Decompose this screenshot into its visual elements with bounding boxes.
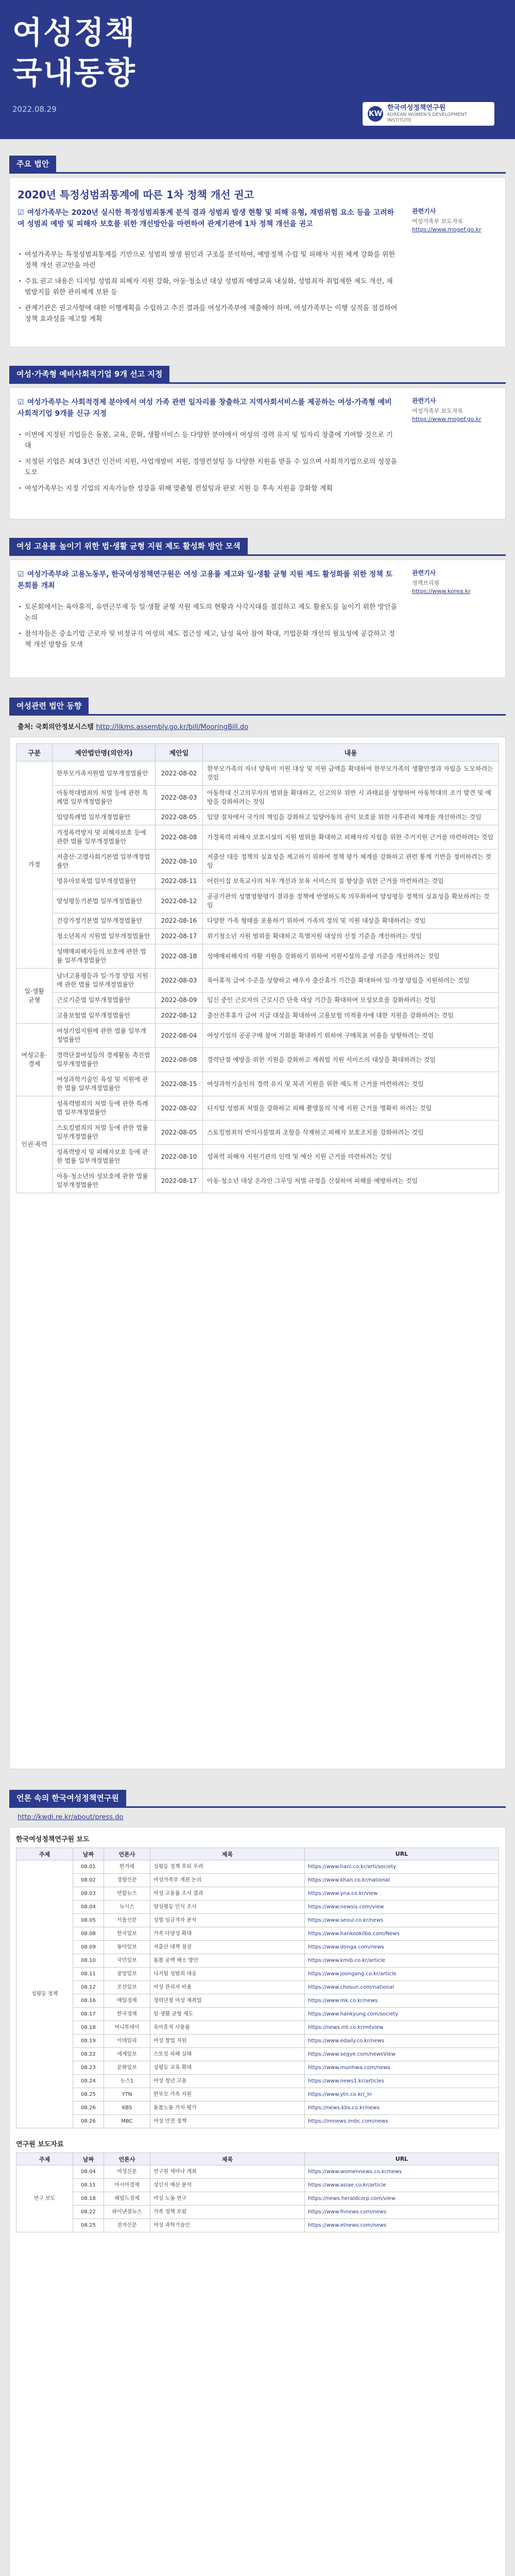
org-logo-mark: KW: [368, 106, 383, 122]
bill-content: 아동학대 신고의무자의 범위를 확대하고, 신고의무 위반 시 과태료를 상향하여 아동학대의 조기 발견 및 예방을 강화하려는 것임: [203, 786, 499, 810]
issue-title: 2020년 특정성범죄통계에 따른 1차 정책 개선 권고: [18, 189, 254, 201]
bill-name[interactable]: 성폭력범죄의 처벌 등에 관한 특례법 일부개정법률안: [53, 1096, 156, 1121]
research-row: [16, 1927, 499, 1941]
research-title: 여성 노동 연구: [150, 2192, 305, 2206]
bill-content: 다양한 가족 형태를 포용하기 위하여 가족의 정의 및 지원 대상을 확대하려는 것임: [203, 913, 499, 929]
research-row: [16, 2219, 499, 2232]
research-date: 08.18: [73, 2021, 104, 2035]
news2-bullet: · 여성가족부는 지정 기업의 지속가능한 성장을 위해 맞춤형 컨설팅과 판로 지원 등 후속 지원을 강화할 계획: [18, 483, 399, 494]
bill-content: 여성과학기술인의 경력 유지 및 복귀 지원을 위한 제도적 근거를 마련하려는 것임: [203, 1072, 499, 1096]
newsletter-header: [0, 0, 515, 139]
research-table-label: 한국여성정책연구원 보도: [16, 1836, 90, 1843]
bill-content: 임신 중인 근로자의 근로시간 단축 대상 기간을 확대하여 모성보호를 강화하려는 것임: [203, 993, 499, 1008]
research2-col-press: 언론사: [104, 2153, 150, 2165]
research-url[interactable]: https://www.hankyung.com/society: [305, 2008, 499, 2021]
bill-row: [16, 810, 499, 825]
research-title: 스토킹 피해 실태: [150, 2048, 305, 2061]
research-url[interactable]: https://www.donga.com/news: [305, 1941, 499, 1954]
issue-bullets: [18, 249, 399, 330]
bill-date: 2022-08-17: [156, 929, 203, 944]
research-title: 디지털 성범죄 대응: [150, 1968, 305, 1981]
bill-date: 2022-08-08: [156, 825, 203, 850]
research-date: 08.11: [73, 1968, 104, 1981]
issue-bullet: · 관계기관은 권고사항에 대한 이행계획을 수립하고 추진 결과를 여성가족부에 제출해야 하며, 여성가족부는 이행 실적을 점검하여 정책 효과성을 제고할 계획: [18, 303, 399, 325]
research-url[interactable]: https://www.edaily.co.kr/news: [305, 2035, 499, 2048]
issue-source: [412, 207, 501, 234]
news3-bullet: · 토론회에서는 육아휴직, 유연근무제 등 일·생활 균형 지원 제도의 현황과 사각지대를 점검하고 제도 활용도를 높이기 위한 방안을 논의: [18, 602, 399, 623]
news3-source-heading: 관련기사: [412, 569, 436, 577]
research-url[interactable]: https://www.asiae.co.kr/article: [305, 2179, 499, 2192]
bill-content: 공공기관의 성별영향평가 결과를 정책에 반영하도록 의무화하여 양성평등 정책의 실효성을 확보하려는 것임: [203, 889, 499, 913]
bill-row: [16, 874, 499, 889]
research-title: 가족 정책 포럼: [150, 2206, 305, 2219]
research-url[interactable]: https://www.womennews.co.kr/news: [305, 2165, 499, 2179]
research-date: 08.10: [73, 1954, 104, 1968]
research-url[interactable]: https://www.munhwa.com/news: [305, 2061, 499, 2075]
research-url[interactable]: https://imnews.imbc.com/news: [305, 2115, 499, 2128]
research-press: 세계일보: [104, 2048, 150, 2061]
research-topic: 연구 보도: [16, 2165, 73, 2232]
research-title: 연구원 세미나 개최: [150, 2165, 305, 2179]
research-title: 돌봄 공백 해소 방안: [150, 1954, 305, 1968]
bill-name[interactable]: 가정폭력방지 및 피해자보호 등에 관한 법률 일부개정법률안: [53, 825, 156, 850]
bill-date: 2022-08-18: [156, 944, 203, 969]
research-title: 여성 관리자 비율: [150, 1981, 305, 1994]
research-press: MBC: [104, 2115, 150, 2128]
research-table2: [16, 2153, 499, 2232]
research-row: [16, 1994, 499, 2008]
bill-row: [16, 825, 499, 850]
research-col-press: 언론사: [104, 1848, 150, 1860]
header-title-line2: 국내동향: [12, 55, 136, 91]
bill-content: 위기청소년 지원 범위를 확대하고 특별지원 대상의 선정 기준을 개선하려는 것임: [203, 929, 499, 944]
section-rule: [9, 382, 506, 384]
bill-content: 출산전후휴가 급여 지급 대상을 확대하여 고용보험 미적용자에 대한 지원을 강화하려는 것임: [203, 1008, 499, 1024]
research-press: 머니투데이: [104, 2021, 150, 2035]
bill-name[interactable]: 양성평등기본법 일부개정법률안: [53, 889, 156, 913]
bill-group: 가정: [16, 761, 53, 969]
section-tag-bills: 여성관련 법안 동향: [9, 698, 89, 714]
bills-col-content: 내용: [203, 744, 499, 761]
research-row: [16, 2021, 499, 2035]
research-row: [16, 2192, 499, 2206]
research-url[interactable]: https://www.khan.co.kr/national: [305, 1874, 499, 1887]
news2-source-link[interactable]: https://www.mogef.go.kr: [412, 416, 482, 422]
bill-name[interactable]: 입양특례법 일부개정법률안: [53, 810, 156, 825]
bill-date: 2022-08-16: [156, 913, 203, 929]
research-date: 08.16: [73, 1994, 104, 2008]
news2-source-heading: 관련기사: [412, 397, 436, 404]
news2-bullets: [18, 430, 399, 499]
bills-col-group: 구분: [16, 744, 53, 761]
research-row: [16, 1941, 499, 1954]
research2-col-date: 날짜: [73, 2153, 104, 2165]
bill-name[interactable]: 영유아보육법 일부개정법률안: [53, 874, 156, 889]
bills-col-name: 제안법안명(의안자): [53, 744, 156, 761]
research-row: [16, 1981, 499, 1994]
research-title: 여성 청년 고용: [150, 2075, 305, 2088]
research-date: 08.01: [73, 1860, 104, 1874]
news3-summary: ☑ 여성가족부와 고용노동부, 한국여성정책연구원은 여성 고용률 제고와 일·생활 균형 지원 제도 활성화를 위한 정책 토론회를 개최: [18, 570, 393, 590]
bill-date: 2022-08-02: [156, 761, 203, 786]
research-title: 성별 임금격차 분석: [150, 1914, 305, 1927]
research-title: 한부모 가족 지원: [150, 2088, 305, 2102]
issue-bullet: · 여성가족부는 특정성범죄통계를 기반으로 성범죄 발생 원인과 구조를 분석하여, 예방정책 수립 및 피해자 지원 체계 강화를 위한 정책 개선 권고안을 마련: [18, 249, 399, 271]
bills-table-wrap: [9, 737, 506, 1769]
research2-col-title: 제목: [150, 2153, 305, 2165]
research-row: [16, 2179, 499, 2192]
section-rule: [9, 1806, 506, 1808]
bill-name[interactable]: 고용보험법 일부개정법률안: [53, 1008, 156, 1024]
research-press: 이데일리: [104, 2035, 150, 2048]
bill-content: 아동·청소년 대상 온라인 그루밍 처벌 규정을 신설하여 피해를 예방하려는 것임: [203, 1169, 499, 1193]
bills-table: [16, 743, 499, 1193]
research-title: 양성평등 인식 조사: [150, 1901, 305, 1914]
research-url[interactable]: https://www.ytn.co.kr/_ln: [305, 2088, 499, 2102]
research-date: 08.26: [73, 2115, 104, 2128]
bill-date: 2022-08-02: [156, 1096, 203, 1121]
research-col-title: 제목: [150, 1848, 305, 1860]
bill-content: 어린이집 보육교사의 처우 개선과 보육 서비스의 질 향상을 위한 근거를 마련하려는 것임: [203, 874, 499, 889]
bill-content: 스토킹범죄의 반의사불벌죄 조항을 삭제하고 피해자 보호조치를 강화하려는 것임: [203, 1121, 499, 1145]
org-name-ko: 한국여성정책연구원: [387, 104, 446, 112]
bill-content: 경력단절 예방을 위한 지원을 강화하고 재취업 지원 서비스의 대상을 확대하려는 것임: [203, 1048, 499, 1072]
bill-date: 2022-08-12: [156, 889, 203, 913]
bill-row: [16, 1169, 499, 1193]
news2-bullet: · 이번에 지정된 기업들은 돌봄, 교육, 문화, 생활서비스 등 다양한 분야에서 여성의 경력 유지 및 일자리 창출에 기여할 것으로 기대: [18, 430, 399, 451]
bill-row: [16, 1121, 499, 1145]
research2-col-url: URL: [305, 2153, 499, 2165]
bill-content: 여성기업의 공공구매 참여 기회를 확대하기 위하여 구매목표 비율을 상향하려는 것임: [203, 1024, 499, 1048]
research-date: 08.08: [73, 1927, 104, 1941]
research-url[interactable]: https://www.etnews.com/news: [305, 2219, 499, 2232]
bill-row: [16, 1145, 499, 1169]
research-url[interactable]: https://news.kbs.co.kr/news: [305, 2102, 499, 2115]
research-url[interactable]: https://www.mk.co.kr/news: [305, 1994, 499, 2008]
research-row: [16, 2075, 499, 2088]
research-row: [16, 1954, 499, 1968]
research-topic: 성평등 정책: [16, 1860, 73, 2128]
bill-name[interactable]: 경력단절여성등의 경제활동 촉진법 일부개정법률안: [53, 1048, 156, 1072]
bill-name[interactable]: 스토킹범죄의 처벌 등에 관한 법률 일부개정법률안: [53, 1121, 156, 1145]
research-press: 매일경제: [104, 1994, 150, 2008]
research-row: [16, 2102, 499, 2115]
section-rule: [9, 172, 506, 174]
research-date: 08.19: [73, 2035, 104, 2048]
issue-date: 2022.08.29: [12, 105, 57, 114]
research-press: 전자신문: [104, 2219, 150, 2232]
research-title: 여성 안전 정책: [150, 2115, 305, 2128]
research-url[interactable]: https://www.kmib.co.kr/article: [305, 1954, 499, 1968]
section-tag-news2: 여성·가족형 예비사회적기업 9개 선고 지정: [9, 366, 169, 382]
research-row: [16, 1874, 499, 1887]
research-row: [16, 2115, 499, 2128]
bill-date: 2022-08-10: [156, 1145, 203, 1169]
news2-summary: ☑ 여성가족부는 사회적경제 분야에서 여성 가족 관련 일자리를 창출하고 지역사회서비스를 제공하는 여성·가족형 예비사회적기업 9개를 신규 지정: [18, 398, 392, 418]
org-logo[interactable]: [363, 102, 494, 126]
research-row: [16, 1901, 499, 1914]
bill-date: 2022-08-03: [156, 786, 203, 810]
research-press: YTN: [104, 2088, 150, 2102]
bill-date: 2022-08-15: [156, 1072, 203, 1096]
research-title: 성인지 예산 분석: [150, 2179, 305, 2192]
section-tag-news3: 여성 고용률 높이기 위한 법·생활 균형 지원 제도 활성화 방안 모색: [9, 538, 248, 554]
research-press: 경향신문: [104, 1874, 150, 1887]
section-rule: [9, 714, 506, 716]
research-url[interactable]: https://www.joongang.co.kr/article: [305, 1968, 499, 1981]
bill-name[interactable]: 남녀고용평등과 일·가정 양립 지원에 관한 법률 일부개정법률안: [53, 969, 156, 993]
research-title: 성평등 정책 후퇴 우려: [150, 1860, 305, 1874]
research-url[interactable]: https://www.segye.com/newsView: [305, 2048, 499, 2061]
research-title: 성평등 교육 확대: [150, 2061, 305, 2075]
bill-name[interactable]: 건강가정기본법 일부개정법률안: [53, 913, 156, 929]
bill-name[interactable]: 청소년복지 지원법 일부개정법률안: [53, 929, 156, 944]
research-date: 08.05: [73, 1914, 104, 1927]
research-press: 헤럴드경제: [104, 2192, 150, 2206]
research-title: 돌봄노동 가치 평가: [150, 2102, 305, 2115]
bill-content: 성매매피해자의 자활 지원을 강화하기 위하여 지원시설의 운영 기준을 개선하려는 것임: [203, 944, 499, 969]
bill-row: [16, 889, 499, 913]
bill-row: [16, 993, 499, 1008]
bill-row: [16, 1072, 499, 1096]
research-press: 파이낸셜뉴스: [104, 2206, 150, 2219]
research-press: 조선일보: [104, 1981, 150, 1994]
research-press: KBS: [104, 2102, 150, 2115]
bills-header-row: [16, 744, 499, 761]
org-name-en: KOREAN WOMEN'S DEVELOPMENT INSTITUTE: [387, 112, 467, 123]
bill-content: 가정폭력 피해자 보호시설의 지원 범위를 확대하고 피해자의 자립을 위한 주거지원 근거를 마련하려는 것임: [203, 825, 499, 850]
bill-name[interactable]: 아동·청소년의 성보호에 관한 법률 일부개정법률안: [53, 1169, 156, 1193]
research-press: 동아일보: [104, 1941, 150, 1954]
research-url[interactable]: https://www.chosun.com/national: [305, 1981, 499, 1994]
bill-name[interactable]: 한부모가족지원법 일부개정법률안: [53, 761, 156, 786]
research-title: 여성 과학기술인: [150, 2219, 305, 2232]
issue-source-text: 여성가족부 보도자료: [412, 218, 464, 225]
research-date: 08.26: [73, 2102, 104, 2115]
research-press: 연합뉴스: [104, 1887, 150, 1901]
bill-content: 저출산 대응 정책의 실효성을 제고하기 위하여 정책 평가 체계를 강화하고 관련 통계 기반을 정비하려는 것임: [203, 850, 499, 874]
research-row: [16, 1968, 499, 1981]
research-row: [16, 2008, 499, 2021]
bill-content: 육아휴직 급여 수준을 상향하고 배우자 출산휴가 기간을 확대하여 일·가정 양립을 지원하려는 것임: [203, 969, 499, 993]
research-title: 여성 창업 지원: [150, 2035, 305, 2048]
research2-col-topic: 주제: [16, 2153, 73, 2165]
bill-name[interactable]: 여성기업지원에 관한 법률 일부개정법률안: [53, 1024, 156, 1048]
bill-date: 2022-08-17: [156, 1169, 203, 1193]
org-name: [387, 104, 489, 123]
news3-source-link[interactable]: https://www.korea.kr: [412, 588, 471, 595]
bill-date: 2022-08-08: [156, 1048, 203, 1072]
bill-date: 2022-08-12: [156, 1008, 203, 1024]
bill-group: 인권·폭력: [16, 1096, 53, 1193]
research-link[interactable]: http://kwdi.re.kr/about/press.do: [18, 1814, 124, 1821]
section-rule: [9, 554, 506, 556]
news3-bullets: [18, 602, 399, 655]
research-press: 국민일보: [104, 1954, 150, 1968]
header-title-line1: 여성정책: [12, 15, 136, 51]
research-table-wrap: [9, 1827, 506, 2576]
research-title: 육아휴직 사용률: [150, 2021, 305, 2035]
research-press: 중앙일보: [104, 1968, 150, 1981]
research-press: 아시아경제: [104, 2179, 150, 2192]
research-url[interactable]: https://news.mt.co.kr/mtview: [305, 2021, 499, 2035]
research-date: 08.25: [73, 2219, 104, 2232]
bill-row: [16, 913, 499, 929]
bill-name[interactable]: 성폭력방지 및 피해자보호 등에 관한 법률 일부개정법률안: [53, 1145, 156, 1169]
research-row: [16, 2035, 499, 2048]
research-date: 08.03: [73, 1887, 104, 1901]
research-row: [16, 2088, 499, 2102]
bills-col-date: 제안일: [156, 744, 203, 761]
bill-date: 2022-08-09: [156, 993, 203, 1008]
research-row: [16, 1860, 499, 1874]
bill-group: 여성고용·경제: [16, 1024, 53, 1096]
bill-content: 성폭력 피해자 지원기관의 인력 및 예산 지원 근거를 마련하려는 것임: [203, 1145, 499, 1169]
research-row: [16, 2206, 499, 2219]
bill-row: [16, 969, 499, 993]
research-press: 한국일보: [104, 1927, 150, 1941]
issue-source-link[interactable]: https://www.mogef.go.kr: [412, 226, 482, 233]
research-table: [16, 1848, 499, 2128]
bill-name[interactable]: 근로기준법 일부개정법률안: [53, 993, 156, 1008]
research-row: [16, 2061, 499, 2075]
research-row: [16, 1887, 499, 1901]
bills-source-link[interactable]: http://likms.assembly.go.kr/bill/MooringBill.do: [96, 723, 249, 731]
bill-row: [16, 1096, 499, 1121]
research-date: 08.09: [73, 1941, 104, 1954]
research-date: 08.04: [73, 1901, 104, 1914]
bill-date: 2022-08-03: [156, 969, 203, 993]
news2-source-text: 여성가족부 보도자료: [412, 408, 464, 414]
research-row: [16, 2165, 499, 2179]
news3-source: [412, 569, 501, 596]
news2-source: [412, 397, 501, 423]
news2-bullet: · 지정된 기업은 최대 3년간 인건비 지원, 사업개발비 지원, 경영컨설팅 등 다양한 지원을 받을 수 있으며 사회적기업으로의 성장을 도모: [18, 456, 399, 478]
bill-name[interactable]: 아동학대범죄의 처벌 등에 관한 특례법 일부개정법률안: [53, 786, 156, 810]
issue-summary: ☑ 여성가족부는 2020년 실시한 특정성범죄통계 분석 결과 성범죄 발생 현황 및 피해 유형, 재범위험 요소 등을 고려하여 성범죄 예방 및 피해자 보호를 위한 개선방안을 마련하여 관계기관에 1차 정책 개선을 권고: [18, 209, 394, 228]
research-title: 일·생활 균형 제도: [150, 2008, 305, 2021]
research-col-date: 날짜: [73, 1848, 104, 1860]
bill-date: 2022-08-10: [156, 850, 203, 874]
research-date: 08.23: [73, 2061, 104, 2075]
body: [0, 139, 515, 2576]
research-title: 가족 다양성 확대: [150, 1927, 305, 1941]
research-url[interactable]: https://www.news1.kr/articles: [305, 2075, 499, 2088]
bill-content: 입양 절차에서 국가의 책임을 강화하고 입양아동의 권익 보호를 위한 사후관리 체계를 개선하려는 것임: [203, 810, 499, 825]
bill-row: [16, 786, 499, 810]
bill-content: 디지털 성범죄 처벌을 강화하고 피해 촬영물의 삭제 지원 근거를 명확히 하려는 것임: [203, 1096, 499, 1121]
research-press: 한겨레: [104, 1860, 150, 1874]
research-date: 08.17: [73, 2008, 104, 2021]
bill-row: [16, 929, 499, 944]
research-url[interactable]: https://www.fnnews.com/news: [305, 2206, 499, 2219]
research-press: 뉴스1: [104, 2075, 150, 2088]
research2-header-row: [16, 2153, 499, 2165]
research-title: 여성 고용률 조사 결과: [150, 1887, 305, 1901]
research-date: 08.12: [73, 1981, 104, 1994]
research-title: 저출산 대책 점검: [150, 1941, 305, 1954]
bill-row: [16, 1048, 499, 1072]
research-title: 경력단절 여성 재취업: [150, 1994, 305, 2008]
bill-row: [16, 1008, 499, 1024]
research-date: 08.25: [73, 2088, 104, 2102]
research-date: 08.18: [73, 2192, 104, 2206]
bill-name[interactable]: 성매매피해자등의 보호에 관한 법률 일부개정법률안: [53, 944, 156, 969]
research-date: 08.22: [73, 2206, 104, 2219]
bill-date: 2022-08-05: [156, 810, 203, 825]
research-press: 뉴시스: [104, 1901, 150, 1914]
issue-bullet: · 주요 권고 내용은 디지털 성범죄 피해자 지원 강화, 아동·청소년 대상 성범죄 예방교육 내실화, 성범죄자 취업제한 제도 개선, 재범방지를 위한 관리체계 보완 등: [18, 276, 399, 298]
research-col-topic: 주제: [16, 1848, 73, 1860]
research-header-row: [16, 1848, 499, 1860]
research-col-url: URL: [305, 1848, 499, 1860]
bill-row: [16, 944, 499, 969]
research-row: [16, 2048, 499, 2061]
bill-name[interactable]: 저출산·고령사회기본법 일부개정법률안: [53, 850, 156, 874]
research-url[interactable]: https://www.seoul.co.kr/news: [305, 1914, 499, 1927]
bill-row: [16, 850, 499, 874]
news3-bullet: · 참석자들은 중소기업 근로자 및 비정규직 여성의 제도 접근성 제고, 남성 육아 참여 확대, 기업문화 개선의 필요성에 공감하고 정책 개선 방향을 모색: [18, 629, 399, 650]
research-press: 여성신문: [104, 2165, 150, 2179]
issue-source-heading: 관련기사: [412, 208, 436, 215]
research-title: 여성가족부 개편 논의: [150, 1874, 305, 1887]
bills-source-label: [18, 721, 248, 731]
bills-source-label-text: 출처: 국회의안정보시스템: [18, 723, 94, 731]
section-tag-issue: 주요 법안: [9, 156, 56, 172]
bill-date: 2022-08-11: [156, 874, 203, 889]
bill-name[interactable]: 여성과학기술인 육성 및 지원에 관한 법률 일부개정법률안: [53, 1072, 156, 1096]
research-row: [16, 1914, 499, 1927]
bill-row: [16, 1024, 499, 1048]
research-url[interactable]: https://www.hani.co.kr/arti/society: [305, 1860, 499, 1874]
research-url[interactable]: https://news.heraldcorp.com/view: [305, 2192, 499, 2206]
research-url[interactable]: https://www.newsis.com/view: [305, 1901, 499, 1914]
research-press: 서울신문: [104, 1914, 150, 1927]
research-press: 문화일보: [104, 2061, 150, 2075]
research-date: 08.02: [73, 1874, 104, 1887]
bill-date: 2022-08-04: [156, 1024, 203, 1048]
bill-date: 2022-08-05: [156, 1121, 203, 1145]
research-press: 한국경제: [104, 2008, 150, 2021]
bill-content: 한부모가족의 자녀 양육비 지원 대상 및 지원 금액을 확대하여 한부모가족의 생활안정과 자립을 도모하려는 것임: [203, 761, 499, 786]
bill-row: [16, 761, 499, 786]
research-url[interactable]: https://www.yna.co.kr/view: [305, 1887, 499, 1901]
research-date: 08.22: [73, 2048, 104, 2061]
news3-summary-text: 여성가족부와 고용노동부, 한국여성정책연구원은 여성 고용률 제고와 일·생활 균형 지원 제도 활성화를 위한 정책 토론회를 개최: [18, 570, 393, 590]
issue-summary-text: 여성가족부는 2020년 실시한 특정성범죄통계 분석 결과 성범죄 발생 현황 및 피해 유형, 재범위험 요소 등을 고려하여 성범죄 예방 및 피해자 보호를 위한 개선방안을 마련하여 관계기관에 1차 정책 개선을 권고: [18, 209, 394, 228]
section-tag-research: 언론 속의 한국여성정책연구원: [9, 1790, 126, 1806]
research-date: 08.24: [73, 2075, 104, 2088]
news2-summary-text: 여성가족부는 사회적경제 분야에서 여성 가족 관련 일자리를 창출하고 지역사회서비스를 제공하는 여성·가족형 예비사회적기업 9개를 신규 지정: [18, 398, 392, 418]
news3-source-text: 정책브리핑: [412, 580, 440, 586]
research-date: 08.11: [73, 2179, 104, 2192]
research-url[interactable]: https://www.hankookilbo.com/News: [305, 1927, 499, 1941]
research-date: 08.04: [73, 2165, 104, 2179]
research-table2-label: 연구원 보도자료: [16, 2141, 64, 2148]
bill-group: 일·생활 균형: [16, 969, 53, 1024]
